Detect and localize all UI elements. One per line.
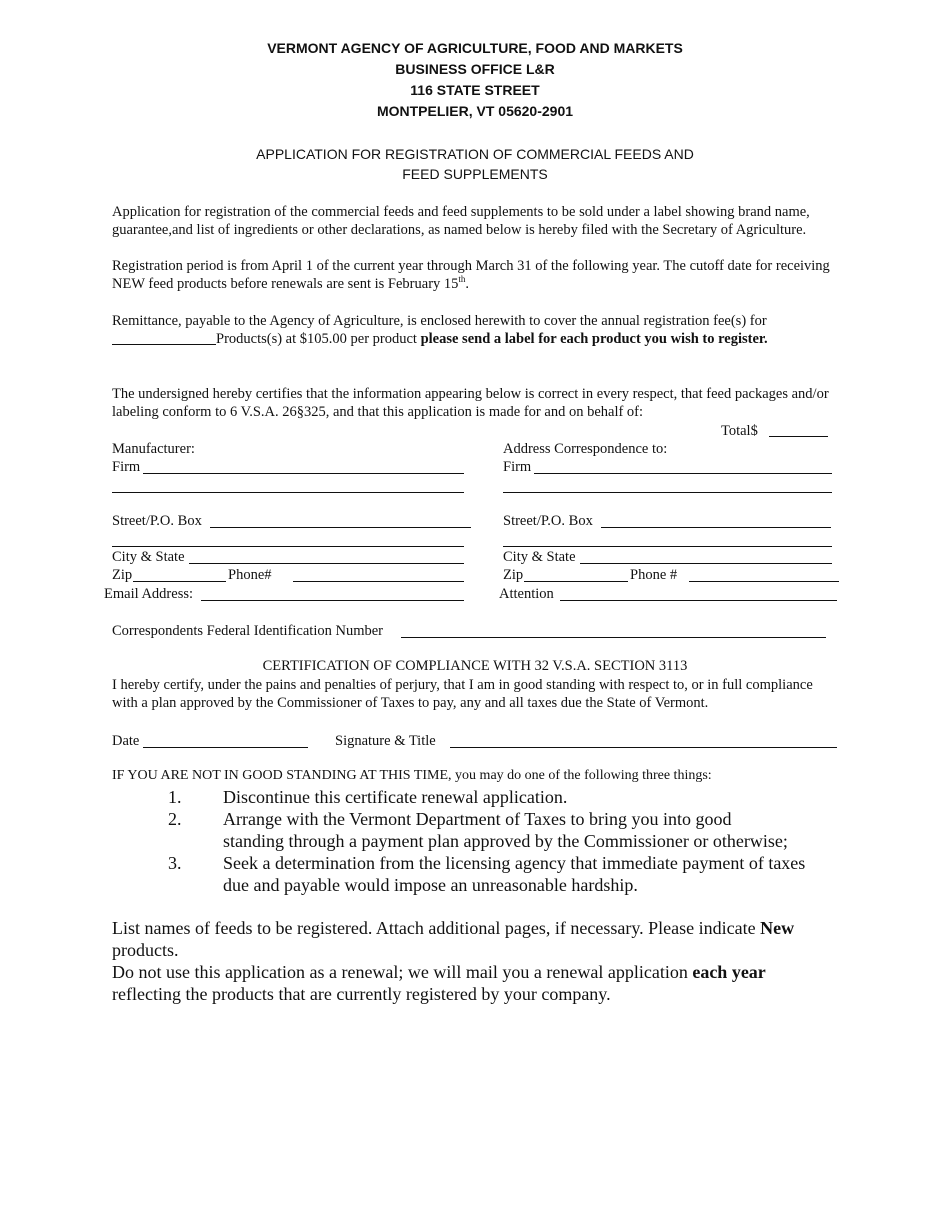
signature-label: Signature & Title [335, 733, 436, 749]
total-field[interactable] [769, 436, 828, 437]
date-label: Date [112, 733, 140, 749]
correspondence-firm-label: Firm [503, 459, 532, 475]
correspondence-zip-field[interactable] [524, 581, 628, 582]
option-1-number: 1. [168, 787, 182, 807]
manufacturer-firm-label: Firm [112, 459, 141, 475]
correspondence-city-field[interactable] [580, 563, 832, 564]
remittance-line2: Products(s) at $105.00 per product please send a label for each product you wish to register. [216, 331, 768, 347]
manufacturer-firm-field[interactable] [143, 473, 464, 474]
remittance-line1: Remittance, payable to the Agency of Agriculture, is enclosed herewith to cover the annual registration fee(s) for [112, 313, 767, 329]
option-3-text-cont: due and payable would impose an unreasonable hardship. [223, 875, 638, 895]
list-feeds-instruction: List names of feeds to be registered. Attach additional pages, if necessary. Please indicate New products. [112, 918, 795, 960]
product-count-field[interactable] [112, 344, 216, 345]
manufacturer-firm-field-2[interactable] [112, 492, 464, 493]
date-field[interactable] [143, 747, 308, 748]
manufacturer-city-field[interactable] [189, 563, 464, 564]
option-3-text: Seek a determination from the licensing agency that immediate payment of taxes [223, 853, 806, 873]
compliance-statement: I hereby certify, under the pains and penalties of perjury, that I am in good standing with respect to, or in full compliance with a plan approved by the Commissioner of Taxes to pay, any and all taxes due the State of Vermont. [112, 677, 813, 711]
option-3-number: 3. [168, 853, 182, 873]
manufacturer-zip-field[interactable] [133, 581, 226, 582]
correspondence-city-label: City & State [503, 549, 576, 565]
agency-name: VERMONT AGENCY OF AGRICULTURE, FOOD AND MARKETS [267, 40, 683, 56]
manufacturer-street-field[interactable] [210, 527, 471, 528]
signature-field[interactable] [450, 747, 837, 748]
manufacturer-street-field-2[interactable] [112, 546, 464, 547]
manufacturer-zip-label: Zip [112, 567, 133, 583]
correspondence-street-field-2[interactable] [503, 546, 832, 547]
certify-paragraph: The undersigned hereby certifies that the information appearing below is correct in every respect, that feed packages and/or labeling conform to 6 V.S.A. 26§325, and that this application is made for and on behalf of: [112, 386, 829, 420]
manufacturer-street-label: Street/P.O. Box [112, 513, 202, 529]
street-address: 116 STATE STREET [410, 82, 540, 98]
option-1-text: Discontinue this certificate renewal application. [223, 787, 568, 807]
correspondence-phone-label: Phone # [630, 567, 678, 583]
form-title-line2: FEED SUPPLEMENTS [402, 166, 548, 182]
option-2-text-cont: standing through a payment plan approved by the Commissioner or otherwise; [223, 831, 788, 851]
option-2-text: Arrange with the Vermont Department of Taxes to bring you into good [223, 809, 732, 829]
correspondence-phone-field[interactable] [689, 581, 839, 582]
federal-id-field[interactable] [401, 637, 826, 638]
manufacturer-email-field[interactable] [201, 600, 464, 601]
form-title-line1: APPLICATION FOR REGISTRATION OF COMMERCIAL FEEDS AND [256, 146, 694, 162]
manufacturer-phone-label: Phone# [228, 567, 272, 583]
option-2-number: 2. [168, 809, 182, 829]
manufacturer-city-label: City & State [112, 549, 185, 565]
correspondence-street-field[interactable] [601, 527, 831, 528]
correspondence-zip-label: Zip [503, 567, 524, 583]
manufacturer-phone-field[interactable] [293, 581, 464, 582]
manufacturer-email-label: Email Address: [104, 586, 194, 602]
correspondence-attention-field[interactable] [560, 600, 837, 601]
compliance-heading: CERTIFICATION OF COMPLIANCE WITH 32 V.S.A. SECTION 3113 [262, 658, 688, 674]
manufacturer-heading: Manufacturer: [112, 441, 195, 457]
standing-intro: IF YOU ARE NOT IN GOOD STANDING AT THIS TIME, you may do one of the following three things: [112, 768, 712, 783]
federal-id-label: Correspondents Federal Identification Number [112, 623, 383, 639]
city-address: MONTPELIER, VT 05620-2901 [376, 103, 574, 119]
correspondence-heading: Address Correspondence to: [503, 441, 668, 457]
registration-period-paragraph: Registration period is from April 1 of the current year through March 31 of the following year. The cutoff date for receiving NEW feed products before renewals are sent is February 15th. [112, 258, 830, 292]
correspondence-attention-label: Attention [499, 586, 554, 602]
office-name: BUSINESS OFFICE L&R [395, 61, 555, 77]
total-label: Total$ [721, 423, 758, 439]
correspondence-firm-field[interactable] [534, 473, 832, 474]
correspondence-street-label: Street/P.O. Box [503, 513, 593, 529]
correspondence-firm-field-2[interactable] [503, 492, 832, 493]
intro-paragraph: Application for registration of the commercial feeds and feed supplements to be sold under a label showing brand name, guarantee,and list of ingredients or other declarations, as named below is hereby filed with the Secretary of Agriculture. [112, 204, 810, 238]
renewal-instruction: Do not use this application as a renewal; we will mail you a renewal application each year reflecting the products that are currently registered by your company. [112, 962, 766, 1004]
